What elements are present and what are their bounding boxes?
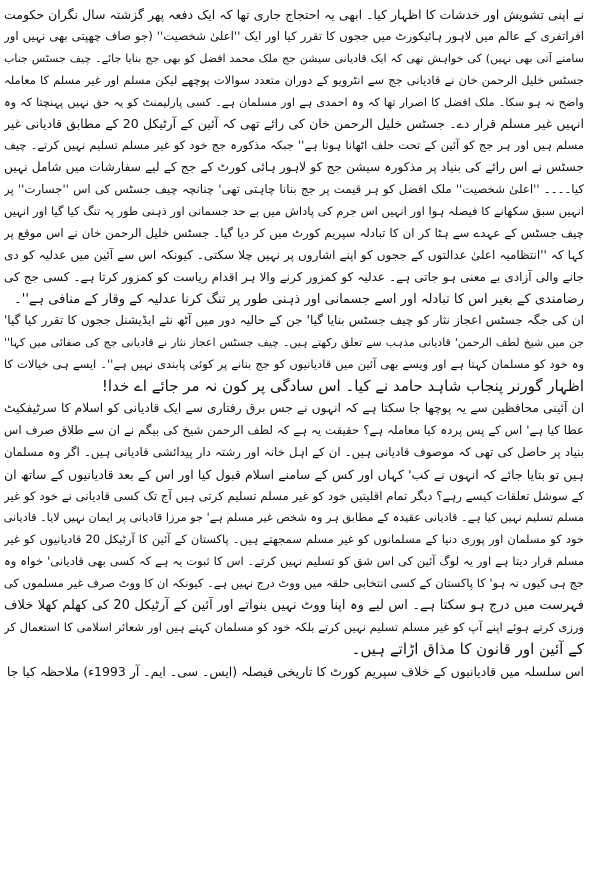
text-line: ان کی جگہ جسٹس اعجاز نثار کو چیف جسٹس بنایا گیا' جن کے حالیہ دور میں آٹھ نئے ایڈیشنل ججوں کا تقرر کیا گیا' — [4, 313, 584, 328]
text-line: نے اپنی تشویش اور خدشات کا اظہار کیا۔ ابھی یہ احتجاج جاری تھا کہ ایک دفعہ پھر گزشتہ سال نگران حکومت — [4, 7, 584, 22]
text-line: جن میں شیخ لطف الرحمن' قادیانی مذہب سے تعلق رکھتے ہیں۔ چیف جسٹس اعجاز نثار نے قادیانی جج کی صفائی میں کہا'' — [4, 336, 584, 350]
text-line: خود کو مسلمان اور پوری دنیا کے مسلمانوں کو غیر مسلم سمجھتے ہیں۔ پاکستان کے آئین کا آرٹیکل 20 قادیانیوں کو غیر — [4, 532, 584, 547]
text-line: وہ خود کو مسلمان کہتا ہے اور ویسے بھی آئین میں قادیانیوں کو جج بنانے پر کوئی پابندی نہیں ہے''۔ ایسے ہی خیالات کا — [4, 357, 584, 372]
text-line: چیف جسٹس کے عہدے سے ہٹا کر ان کا تبادلہ سپریم کورٹ میں کر دیا گیا۔ جسٹس خلیل الرحمن خان نے اس موقع پر — [4, 225, 584, 240]
text-line: انہیں سبق سکھانے کا فیصلہ ہوا اور انہیں اس جرم کی پاداش میں بے حد جسمانی اور ذہنی طور پہ تنگ کیا گیا اور انہیں — [4, 204, 584, 219]
text-line: رضامندی کے بغیر اس کا تبادلہ اور اسے جسمانی اور ذہنی طور پر تنگ کرنا عدلیہ کے وقار کے منافی ہے''۔ — [14, 291, 584, 307]
text-line: مسلم تسلیم نہیں کیا ہے۔ قادیانی عقیدہ کے مطابق ہر وہ شخص غیر مسلم ہے' جو مرزا قادیانی پر ایمان نہیں لایا۔ قادیانی — [4, 511, 584, 525]
text-line: اظہار گورنر پنجاب شاہد حامد نے کیا۔ اس سادگی پر کون نہ مر جائے اے خدا! — [101, 377, 584, 396]
paragraph — [4, 4, 584, 310]
text-line: واضح نہ ہو سکا۔ ملک افضل کا اصرار تھا کہ وہ احمدی ہے اور مسلمان ہے۔ کسی پارلیمنٹ کو یہ حق نہیں پہنچتا کہ وہ — [4, 95, 584, 109]
text-line: کے آئین اور قانون کا مذاق اڑاتے ہیں۔ — [351, 639, 584, 658]
text-line: ورزی کرتے ہوئے اپنے آپ کو غیر مسلم تسلیم نہیں کرتے بلکہ خود کو مسلمان کہتے ہیں اور شعائر اسلامی کا استعمال کر — [4, 619, 584, 634]
text-line: مسلم ہیں اور ہر جج کو آئین کے تحت حلف اٹھانا ہوتا ہے'' جبکہ مذکورہ جج خود کو غیر مسلم تسلیم نہیں کرتے۔ چیف — [4, 138, 584, 153]
text-line: جج ہی کیوں نہ ہو' کا پاکستان کے کسی انتخابی حلقہ میں ووٹ درج نہیں ہے۔ کیونکہ ان کا ووٹ صرف غیر مسلموں کی — [4, 576, 584, 591]
text-line: جسٹس نے اس رائے کی بنیاد پر مذکورہ سیشن جج کو لاہور ہائی کورٹ کے جج کے لیے سفارشات میں شامل نہیں — [4, 160, 584, 175]
text-line: افراتفری کے عالم میں لاہور ہائیکورٹ میں ججوں کا تقرر کیا اور ایک ''اعلیٰ شخصیت'' (جو صاف چھپتی بھی نہیں اور — [4, 28, 584, 43]
text-line: ان آئینی محافظین سے یہ پوچھا جا سکتا ہے کہ انہوں نے جس برق رفتاری سے ایک قادیانی کو اسلام کا سرٹیفکیٹ — [4, 401, 584, 416]
text-line: کہا کہ ''انتظامیہ اعلیٰ عدالتوں کے ججوں کو اپنے اشاروں پر نہیں چلا سکتی۔ کیونکہ اس سے آئین میں عدلیہ کو دی — [4, 247, 584, 262]
text-line: کیا۔۔۔۔ ''اعلیٰ شخصیت'' ملک افضل کو ہر قیمت پر جج بنانا چاہتی تھی' چنانچہ چیف جسٹس کی اس ''جسارت'' پر — [4, 182, 584, 197]
text-line: عطا کیا ہے' اس کے پس پردہ کیا معاملہ ہے؟ حقیقت یہ ہے کہ لطف الرحمن شیخ کی بیگم نے ان سے طلاق صرف اس — [4, 422, 584, 437]
text-line: فہرست میں درج ہو سکتا ہے۔ اس لیے وہ اپنا ووٹ نہیں بنواتے اور آئین کے آرٹیکل 20 کی کھلم کھلا خلاف — [4, 598, 584, 614]
text-line: ہیں تو بتایا جائے کہ انہوں نے کب' کہاں اور کس کے سامنے اسلام قبول کیا اور اس کے بعد قادیانیوں کے ساتھ ان — [4, 466, 584, 482]
text-line: اس سلسلہ میں قادیانیوں کے خلاف سپریم کورٹ کا تاریخی فیصلہ (ایس۔ سی۔ ایم۔ آر 1993ء) ملاحظہ کیا جا — [6, 663, 584, 679]
paragraph — [4, 661, 584, 683]
text-line: سامنے آتی بھی نہیں) کی خواہش تھی کہ ایک قادیانی سیشن جج ملک محمد افضل کو بھی جج بنایا جائے۔ چیف جسٹس جناب — [4, 51, 584, 65]
text-line: جانے والی آزادی بے معنی ہو جاتی ہے۔ عدلیہ کو کمزور کرنے والا ہر اقدام ریاست کو کمزور کرتا ہے۔ کسی جج کی — [4, 269, 584, 284]
text-line: مسلم قرار دیتا ہے اور یہ لوگ آئین کی اس شق کو تسلیم نہیں کرتے۔ اس کا ثبوت یہ ہے کہ کسی بھی قادیانی' خواہ وہ — [4, 554, 584, 569]
text-line: جسٹس خلیل الرحمن خان نے قادیانی جج سے انٹرویو کے دوران متعدد سوالات پوچھے لیکن مسلم اور غیر مسلم کا معاملہ — [4, 72, 584, 87]
paragraph — [4, 310, 584, 398]
paragraph — [4, 398, 584, 661]
text-line: بنیاد پر حاصل کی تھی کہ موصوف قادیانی ہیں۔ ان کے اہل خانہ اور رشتہ دار پیدائشی قادیانی ہیں۔ اگر وہ مسلمان — [4, 444, 584, 459]
document-page — [4, 4, 584, 870]
text-line: انہیں غیر مسلم قرار دے۔ جسٹس خلیل الرحمن خان کی رائے تھی کہ آئین کے آرٹیکل 20 کے مطابق قادیانی غیر — [4, 116, 584, 132]
text-line: کے سوشل تعلقات کیسے رہے؟ دیگر تمام اقلیتیں خود کو غیر مسلم تسلیم کرتی ہیں آج تک کسی قادیانی نے خود کو غیر — [4, 488, 584, 503]
